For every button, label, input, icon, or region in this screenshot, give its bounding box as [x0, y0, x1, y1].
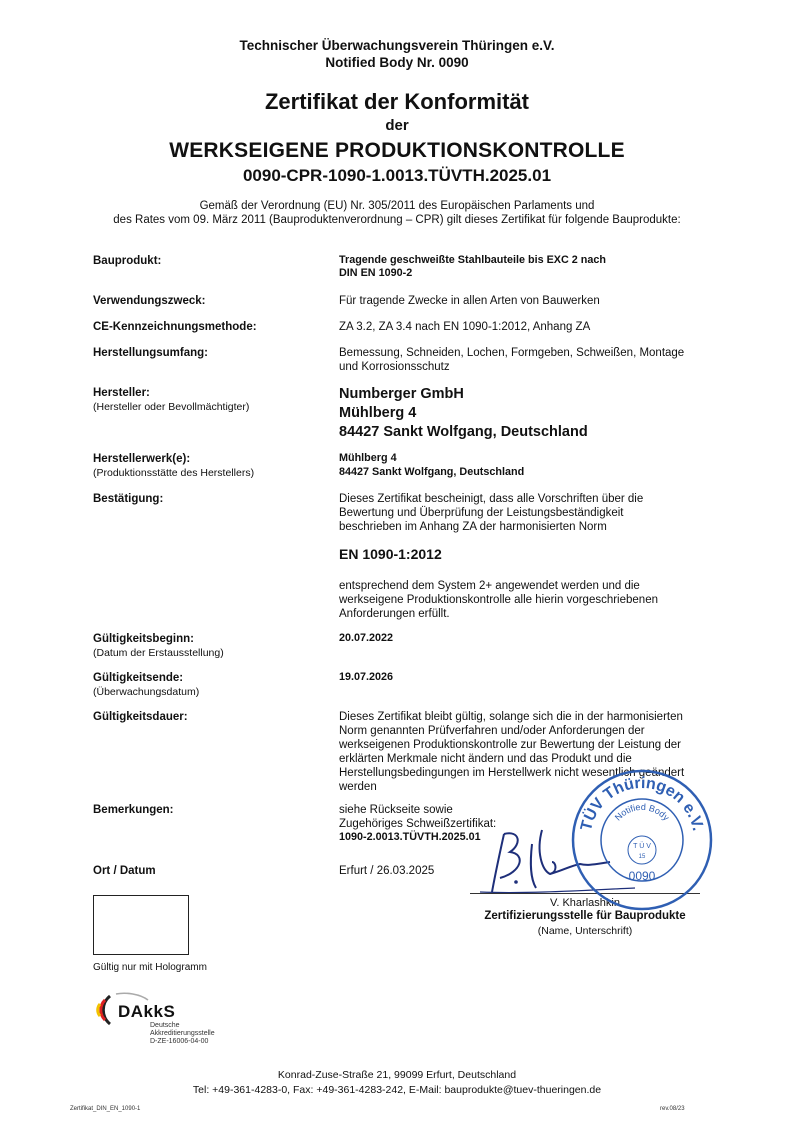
- label-bauprodukt: Bauprodukt:: [93, 255, 162, 267]
- label-herstellerwerk: [93, 452, 254, 480]
- dakks-details: [150, 1022, 215, 1046]
- footer-contact: Tel: +49-361-4283-0, Fax: +49-361-4283-242, E-Mail: bauprodukte@tuev-thueringen.de: [192, 1084, 602, 1096]
- svg-text:15: 15: [638, 854, 646, 860]
- tuev-stamp: [570, 768, 714, 912]
- bestaetigung-line-3: beschrieben im Anhang ZA der harmonisierten Norm: [339, 521, 607, 533]
- hersteller-street: Mühlberg 4: [339, 405, 417, 421]
- signature-caption: (Name, Unterschrift): [537, 925, 633, 937]
- bemerkungen-line-1: siehe Rückseite sowie: [339, 804, 453, 816]
- bestaetigung-line-4: entsprechend dem System 2+ angewendet werden und die: [339, 580, 640, 592]
- intro-line-2: des Rates vom 09. März 2011 (Bauproduktenverordnung – CPR) gilt dieses Zertifikat für folgende Bauprodukte:: [113, 214, 681, 226]
- label-hersteller-note: (Hersteller oder Bevollmächtigter): [93, 401, 250, 413]
- bestaetigung-line-5: werkseigene Produktionskontrolle alle hierin vorgeschriebenen: [339, 594, 658, 606]
- label-gueltigkeitsbeginn: [93, 632, 224, 660]
- value-herstellungsumfang-2: und Korrosionsschutz: [339, 361, 450, 373]
- svg-text:0090: 0090: [628, 869, 656, 883]
- label-ort-datum: Ort / Datum: [93, 865, 156, 877]
- value-gueltigkeitsende: 19.07.2026: [339, 671, 394, 683]
- dakks-line-1: Deutsche: [150, 1022, 180, 1029]
- label-verwendungszweck: Verwendungszweck:: [93, 295, 206, 307]
- bestaetigung-line-1: Dieses Zertifikat bescheinigt, dass alle Vorschriften über die: [339, 493, 644, 505]
- label-gueltigkeitsende: [93, 671, 199, 699]
- werk-street: Mühlberg 4: [339, 452, 397, 464]
- certificate-title: Zertifikat der Konformität: [264, 89, 530, 114]
- label-herstellerwerk-note: (Produktionsstätte des Herstellers): [93, 467, 255, 479]
- hersteller-city: 84427 Sankt Wolfgang, Deutschland: [339, 424, 588, 440]
- value-verwendungszweck: Für tragende Zwecke in allen Arten von Bauwerken: [339, 295, 600, 307]
- bestaetigung-line-6: Anforderungen erfüllt.: [339, 608, 450, 620]
- value-gueltigkeitsbeginn: 20.07.2022: [339, 632, 394, 644]
- value-bauprodukt-2: DIN EN 1090-2: [339, 267, 413, 279]
- harmonised-standard: EN 1090-1:2012: [339, 546, 442, 562]
- signer-role: Zertifizierungsstelle für Bauprodukte: [484, 910, 686, 922]
- hersteller-name: Numberger GmbH: [339, 386, 464, 402]
- dakks-line-3: D-ZE-16006-04-00: [150, 1038, 209, 1045]
- intro-line-1: Gemäß der Verordnung (EU) Nr. 305/2011 des Europäischen Parlaments und: [199, 200, 595, 212]
- notified-body-number: Notified Body Nr. 0090: [325, 55, 469, 70]
- value-ce-method: ZA 3.2, ZA 3.4 nach EN 1090-1:2012, Anhang ZA: [339, 321, 591, 333]
- svg-text:TÜV Thüringen e.V.: TÜV Thüringen e.V.: [577, 774, 707, 833]
- hologram-box: [93, 895, 189, 955]
- dauer-line-5: Herstellungsbedingungen im Herstellwerk nicht wesentlich geändert: [339, 767, 685, 779]
- dauer-line-4: erklärten Merkmale nicht ändern und das Produkt und die: [339, 753, 632, 765]
- org-name: Technischer Überwachungsverein Thüringen e.V.: [239, 38, 555, 53]
- value-herstellungsumfang-1: Bemessung, Schneiden, Lochen, Formgeben, Schweißen, Montage: [339, 347, 685, 359]
- bemerkungen-line-2: Zugehöriges Schweißzertifikat:: [339, 818, 497, 830]
- dakks-logo-text: DAkkS: [118, 1002, 176, 1021]
- footer-address: Konrad-Zuse-Straße 21, 99099 Erfurt, Deutschland: [277, 1069, 517, 1081]
- label-gueltigkeitsende-note: (Überwachungsdatum): [93, 686, 200, 698]
- label-bestaetigung: Bestätigung:: [93, 493, 164, 505]
- bestaetigung-line-2: Bewertung und Überprüfung der Leistungsbeständigkeit: [339, 507, 624, 519]
- title-connector: der: [385, 117, 409, 134]
- label-gueltigkeitsdauer: Gültigkeitsdauer:: [93, 711, 188, 723]
- certificate-number: 0090-CPR-1090-1.0013.TÜVTH.2025.01: [242, 166, 552, 185]
- doc-id: Zertifikat_DIN_EN_1090-1: [70, 1106, 141, 1112]
- dauer-line-2: Norm genannten Prüfverfahren und/oder Anforderungen der: [339, 725, 645, 737]
- dauer-line-3: werkseigenen Produktionskontrolle zur Bewertung der Leistung der: [339, 739, 682, 751]
- label-gueltigkeitsende-text: Gültigkeitsende:: [93, 672, 184, 684]
- signer-name: V. Kharlashkin: [550, 897, 620, 909]
- revision: rev.08/23: [660, 1106, 685, 1112]
- weld-certificate-number: 1090-2.0013.TÜVTH.2025.01: [339, 831, 481, 843]
- value-ort-datum: Erfurt / 26.03.2025: [339, 865, 435, 877]
- werk-city: 84427 Sankt Wolfgang, Deutschland: [339, 466, 525, 478]
- hologram-note: Gültig nur mit Hologramm: [93, 962, 207, 973]
- svg-text:T Ü V: T Ü V: [633, 843, 651, 850]
- value-bauprodukt-1: Tragende geschweißte Stahlbauteile bis EXC 2 nach: [339, 254, 607, 266]
- certificate-subtitle: WERKSEIGENE PRODUKTIONSKONTROLLE: [169, 139, 625, 162]
- dauer-line-6: werden: [339, 781, 377, 793]
- label-gueltigkeitsbeginn-text: Gültigkeitsbeginn:: [93, 633, 194, 645]
- dakks-line-2: Akkreditierungsstelle: [150, 1030, 215, 1037]
- svg-text:Notified Body: Notified Body: [612, 801, 672, 823]
- label-herstellungsumfang: Herstellungsumfang:: [93, 347, 209, 359]
- label-hersteller-text: Hersteller:: [93, 387, 150, 399]
- label-ce-method: CE-Kennzeichnungsmethode:: [93, 321, 257, 333]
- label-hersteller: [93, 386, 249, 414]
- label-gueltigkeitsbeginn-note: (Datum der Erstausstellung): [93, 647, 224, 659]
- dauer-line-1: Dieses Zertifikat bleibt gültig, solange sich die in der harmonisierten: [339, 711, 683, 723]
- label-herstellerwerk-text: Herstellerwerk(e):: [93, 453, 191, 465]
- label-bemerkungen: Bemerkungen:: [93, 804, 174, 816]
